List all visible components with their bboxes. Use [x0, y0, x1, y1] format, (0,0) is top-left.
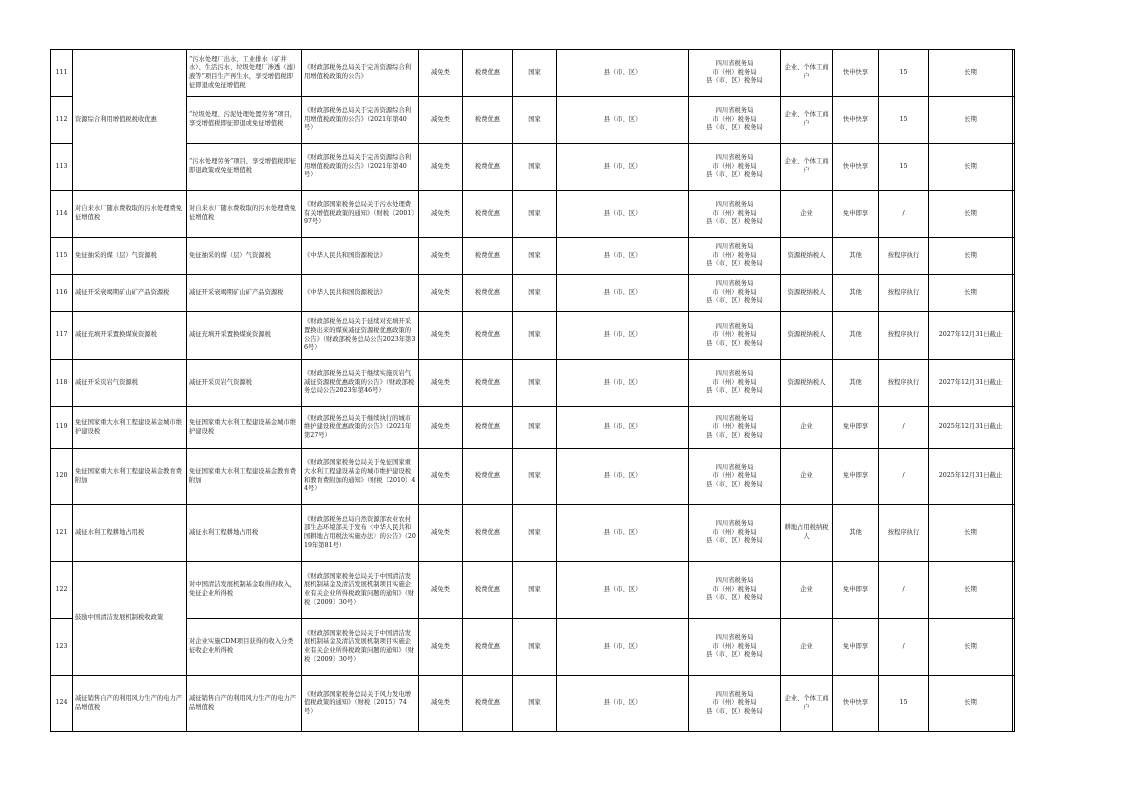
implementing-org: 四川省税务局 市（州）税务局 县（市、区）税务局: [689, 449, 781, 505]
implementing-org: 四川省税务局 市（州）税务局 县（市、区）税务局: [689, 562, 781, 619]
table-row: [51, 676, 1015, 732]
policy-item: 鼓励中国清洁发展机制税收政策: [73, 562, 187, 676]
handling-days: 按程序执行: [879, 238, 929, 275]
target-subject: 资源税纳税人: [781, 238, 833, 275]
matter-type: 减免类: [419, 676, 463, 732]
matter-type: 减免类: [419, 191, 463, 238]
matter-type: 减免类: [419, 360, 463, 407]
policy-basis: 《财政部国家税务总局关于中国清洁发展机制基金及清洁发展机制项目实施企业有关企业所得税政策问题的通知》（财税〔2009〕30号）: [302, 562, 419, 619]
row-number: 121: [51, 505, 73, 562]
handling-days: /: [879, 449, 929, 505]
remark-cell: [1013, 407, 1015, 449]
remark-cell: [1013, 449, 1015, 505]
policy-basis: 《财政部税务总局关于继续实施页岩气减征资源税优惠政策的公告》（财政部税务总局公告2023年第46号）: [302, 360, 419, 407]
policy-level: 国家: [513, 275, 557, 312]
handling-days: /: [879, 562, 929, 619]
matter-category: 税费优惠: [463, 449, 513, 505]
scope: 县（市、区）: [557, 238, 689, 275]
matter-category: 税费优惠: [463, 275, 513, 312]
handling-days: /: [879, 407, 929, 449]
handling-days: /: [879, 191, 929, 238]
scope: 县（市、区）: [557, 312, 689, 360]
remark-cell: [1013, 238, 1015, 275]
row-number: 123: [51, 619, 73, 676]
matter-type: 减免类: [419, 50, 463, 97]
matter-category: 税费优惠: [463, 144, 513, 191]
validity: 长期: [929, 676, 1013, 732]
apply-mode: 免申即享: [833, 619, 879, 676]
policy-basis: 《财政部税务总局关于继续执行的城市维护建设税优惠政策的公告》（2021年第27号）: [302, 407, 419, 449]
validity: 2027年12月31日截止: [929, 360, 1013, 407]
implementing-org: 四川省税务局 市（州）税务局 县（市、区）税务局: [689, 238, 781, 275]
sub-item: 减征开采页岩气资源税: [187, 360, 302, 407]
scope: 县（市、区）: [557, 97, 689, 144]
handling-days: 15: [879, 50, 929, 97]
implementing-org: 四川省税务局 市（州）税务局 县（市、区）税务局: [689, 407, 781, 449]
apply-mode: 快申快享: [833, 676, 879, 732]
implementing-org: 四川省税务局 市（州）税务局 县（市、区）税务局: [689, 505, 781, 562]
row-number: 118: [51, 360, 73, 407]
sub-item: 对企业实施CDM项目获得的收入分类征收企业所得税: [187, 619, 302, 676]
policy-basis: 《财政部税务总局关于完善资源综合利用增值税政策的公告》（2021年第40号）: [302, 97, 419, 144]
apply-mode: 其他: [833, 360, 879, 407]
apply-mode: 免申即享: [833, 407, 879, 449]
target-subject: 资源税纳税人: [781, 275, 833, 312]
matter-category: 税费优惠: [463, 312, 513, 360]
sub-item: 对中国清洁发展机制基金取得的收入，免征企业所得税: [187, 562, 302, 619]
sub-item: 免征国家重大水利工程建设基金城市维护建设税: [187, 407, 302, 449]
matter-type: 减免类: [419, 619, 463, 676]
implementing-org: 四川省税务局 市（州）税务局 县（市、区）税务局: [689, 312, 781, 360]
row-number: 115: [51, 238, 73, 275]
policy-item: 减征开采页岩气资源税: [73, 360, 187, 407]
matter-category: 税费优惠: [463, 505, 513, 562]
policy-basis: 《财政部国家税务总局关于污水处理费有关增值税政策的通知》（财税〔2001〕97号）: [302, 191, 419, 238]
policy-item: 免征国家重大水利工程建设基金教育费附加: [73, 449, 187, 505]
remark-cell: [1013, 144, 1015, 191]
policy-item: 资源综合利用增值税税收优惠: [73, 50, 187, 191]
handling-days: 按程序执行: [879, 505, 929, 562]
remark-cell: [1013, 360, 1015, 407]
row-number: 120: [51, 449, 73, 505]
remark-cell: [1013, 275, 1015, 312]
scope: 县（市、区）: [557, 407, 689, 449]
apply-mode: 其他: [833, 275, 879, 312]
target-subject: 耕地占用税纳税人: [781, 505, 833, 562]
sub-item: 减征充填开采置换煤炭资源税: [187, 312, 302, 360]
policy-level: 国家: [513, 97, 557, 144]
scope: 县（市、区）: [557, 275, 689, 312]
handling-days: 15: [879, 676, 929, 732]
implementing-org: 四川省税务局 市（州）税务局 县（市、区）税务局: [689, 191, 781, 238]
remark-cell: [1013, 505, 1015, 562]
policy-basis: 《财政部国家税务总局关于免征国家重大水利工程建设基金的城市维护建设税和教育费附加的通知》（财税〔2010〕44号）: [302, 449, 419, 505]
policy-level: 国家: [513, 449, 557, 505]
matter-type: 减免类: [419, 238, 463, 275]
scope: 县（市、区）: [557, 449, 689, 505]
row-number: 112: [51, 97, 73, 144]
validity: 长期: [929, 275, 1013, 312]
table-row: [51, 407, 1015, 449]
apply-mode: 免申即享: [833, 562, 879, 619]
table-row: [51, 50, 1015, 97]
table-row: [51, 275, 1015, 312]
row-number: 124: [51, 676, 73, 732]
target-subject: 资源税纳税人: [781, 360, 833, 407]
validity: 长期: [929, 562, 1013, 619]
validity: 长期: [929, 50, 1013, 97]
policy-level: 国家: [513, 562, 557, 619]
policy-item: 免征抽采的煤（层）气资源税: [73, 238, 187, 275]
policy-item: 减征水利工程耕地占用税: [73, 505, 187, 562]
apply-mode: 其他: [833, 312, 879, 360]
validity: 长期: [929, 191, 1013, 238]
table-row: [51, 360, 1015, 407]
matter-type: 减免类: [419, 275, 463, 312]
policy-basis: 《财政部国家税务总局关于中国清洁发展机制基金及清洁发展机制项目实施企业有关企业所得税政策问题的通知》（财税〔2009〕30号）: [302, 619, 419, 676]
validity: 2025年12月31日截止: [929, 407, 1013, 449]
matter-type: 减免类: [419, 97, 463, 144]
scope: 县（市、区）: [557, 676, 689, 732]
implementing-org: 四川省税务局 市（州）税务局 县（市、区）税务局: [689, 676, 781, 732]
policy-level: 国家: [513, 144, 557, 191]
target-subject: 企业: [781, 407, 833, 449]
scope: 县（市、区）: [557, 360, 689, 407]
table-row: [51, 191, 1015, 238]
policy-basis: 《中华人民共和国资源税法》: [302, 238, 419, 275]
policy-item: 减征开采衰竭期矿山矿产品资源税: [73, 275, 187, 312]
implementing-org: 四川省税务局 市（州）税务局 县（市、区）税务局: [689, 50, 781, 97]
remark-cell: [1013, 312, 1015, 360]
policy-level: 国家: [513, 505, 557, 562]
remark-cell: [1013, 97, 1015, 144]
handling-days: 按程序执行: [879, 275, 929, 312]
scope: 县（市、区）: [557, 505, 689, 562]
scope: 县（市、区）: [557, 562, 689, 619]
handling-days: 按程序执行: [879, 312, 929, 360]
remark-cell: [1013, 619, 1015, 676]
target-subject: 企业: [781, 191, 833, 238]
validity: 长期: [929, 144, 1013, 191]
matter-type: 减免类: [419, 312, 463, 360]
table-row: [51, 562, 1015, 619]
matter-category: 税费优惠: [463, 50, 513, 97]
matter-category: 税费优惠: [463, 97, 513, 144]
policy-level: 国家: [513, 191, 557, 238]
target-subject: 企业、个体工商户: [781, 97, 833, 144]
target-subject: 企业、个体工商户: [781, 144, 833, 191]
row-number: 119: [51, 407, 73, 449]
apply-mode: 免申即享: [833, 191, 879, 238]
remark-cell: [1013, 50, 1015, 97]
table-row: [51, 312, 1015, 360]
handling-days: 15: [879, 144, 929, 191]
target-subject: 企业: [781, 562, 833, 619]
validity: 长期: [929, 238, 1013, 275]
sub-item: 免征抽采的煤（层）气资源税: [187, 238, 302, 275]
validity: 长期: [929, 505, 1013, 562]
policy-basis: 《中华人民共和国资源税法》: [302, 275, 419, 312]
table-row: [51, 238, 1015, 275]
matter-type: 减免类: [419, 562, 463, 619]
policy-level: 国家: [513, 619, 557, 676]
policy-table: [50, 49, 1015, 732]
matter-category: 税费优惠: [463, 238, 513, 275]
target-subject: 企业、个体工商户: [781, 676, 833, 732]
target-subject: 资源税纳税人: [781, 312, 833, 360]
policy-item: 减征充填开采置换煤炭资源税: [73, 312, 187, 360]
row-number: 117: [51, 312, 73, 360]
sub-item: “污水处理劳务”项目，享受增值税即征即退政策或免征增值税: [187, 144, 302, 191]
scope: 县（市、区）: [557, 50, 689, 97]
table-row: [51, 144, 1015, 191]
scope: 县（市、区）: [557, 144, 689, 191]
implementing-org: 四川省税务局 市（州）税务局 县（市、区）税务局: [689, 360, 781, 407]
policy-basis: 《财政部税务总局关于延续对充填开采置换出来的煤炭减征资源税优惠政策的公告》（财政部税务总局公告2023年第36号）: [302, 312, 419, 360]
table-row: [51, 619, 1015, 676]
remark-cell: [1013, 191, 1015, 238]
policy-level: 国家: [513, 312, 557, 360]
implementing-org: 四川省税务局 市（州）税务局 县（市、区）税务局: [689, 97, 781, 144]
policy-item: 减征销售自产的利用风力生产的电力产品增值税: [73, 676, 187, 732]
matter-category: 税费优惠: [463, 407, 513, 449]
matter-category: 税费优惠: [463, 562, 513, 619]
validity: 长期: [929, 619, 1013, 676]
matter-type: 减免类: [419, 505, 463, 562]
apply-mode: 其他: [833, 505, 879, 562]
policy-level: 国家: [513, 50, 557, 97]
validity: 2027年12月31日截止: [929, 312, 1013, 360]
row-number: 122: [51, 562, 73, 619]
matter-category: 税费优惠: [463, 191, 513, 238]
table-row: [51, 505, 1015, 562]
sub-item: 减征水利工程耕地占用税: [187, 505, 302, 562]
policy-item: 免征国家重大水利工程建设基金城市维护建设税: [73, 407, 187, 449]
table-row: [51, 97, 1015, 144]
sub-item: 对自来水厂随水费收取的污水处理费免征增值税: [187, 191, 302, 238]
sub-item: 减征销售自产的利用风力生产的电力产品增值税: [187, 676, 302, 732]
matter-type: 减免类: [419, 144, 463, 191]
row-number: 113: [51, 144, 73, 191]
target-subject: 企业: [781, 619, 833, 676]
policy-level: 国家: [513, 238, 557, 275]
target-subject: 企业: [781, 449, 833, 505]
remark-cell: [1013, 562, 1015, 619]
policy-item: 对自来水厂随水费收取的污水处理费免征增值税: [73, 191, 187, 238]
remark-cell: [1013, 676, 1015, 732]
matter-category: 税费优惠: [463, 676, 513, 732]
matter-type: 减免类: [419, 449, 463, 505]
apply-mode: 快申快享: [833, 97, 879, 144]
validity: 长期: [929, 97, 1013, 144]
sub-item: 免征国家重大水利工程建设基金教育费附加: [187, 449, 302, 505]
policy-basis: 《财政部税务总局关于完善资源综合利用增值税政策的公告》: [302, 50, 419, 97]
policy-basis: 《财政部税务总局自然资源部农业农村部生态环境部关于发布〈中华人民共和国耕地占用税法实施办法〉的公告》（2019年第81号）: [302, 505, 419, 562]
apply-mode: 其他: [833, 238, 879, 275]
implementing-org: 四川省税务局 市（州）税务局 县（市、区）税务局: [689, 619, 781, 676]
implementing-org: 四川省税务局 市（州）税务局 县（市、区）税务局: [689, 275, 781, 312]
validity: 2025年12月31日截止: [929, 449, 1013, 505]
sub-item: “垃圾处理、污泥处理处置劳务”项目，享受增值税即征即退或免征增值税: [187, 97, 302, 144]
apply-mode: 免申即享: [833, 449, 879, 505]
matter-category: 税费优惠: [463, 619, 513, 676]
scope: 县（市、区）: [557, 619, 689, 676]
policy-basis: 《财政部国家税务总局关于风力发电增值税政策的通知》（财税〔2015〕74号）: [302, 676, 419, 732]
sub-item: 减征开采衰竭期矿山矿产品资源税: [187, 275, 302, 312]
implementing-org: 四川省税务局 市（州）税务局 县（市、区）税务局: [689, 144, 781, 191]
policy-basis: 《财政部税务总局关于完善资源综合利用增值税政策的公告》（2021年第40号）: [302, 144, 419, 191]
policy-level: 国家: [513, 407, 557, 449]
handling-days: 15: [879, 97, 929, 144]
handling-days: 按程序执行: [879, 360, 929, 407]
handling-days: /: [879, 619, 929, 676]
target-subject: 企业、个体工商户: [781, 50, 833, 97]
policy-level: 国家: [513, 676, 557, 732]
row-number: 116: [51, 275, 73, 312]
policy-table-body: [51, 50, 1015, 732]
matter-category: 税费优惠: [463, 360, 513, 407]
apply-mode: 快申快享: [833, 50, 879, 97]
row-number: 114: [51, 191, 73, 238]
table-row: [51, 449, 1015, 505]
scope: 县（市、区）: [557, 191, 689, 238]
apply-mode: 快申快享: [833, 144, 879, 191]
row-number: 111: [51, 50, 73, 97]
matter-type: 减免类: [419, 407, 463, 449]
sub-item: “污水处理厂出水、工业排水（矿井水）、生活污水、垃圾处理厂渗透（滤）液等”项目生产再生水，享受增值税即征即退或免征增值税: [187, 50, 302, 97]
policy-level: 国家: [513, 360, 557, 407]
